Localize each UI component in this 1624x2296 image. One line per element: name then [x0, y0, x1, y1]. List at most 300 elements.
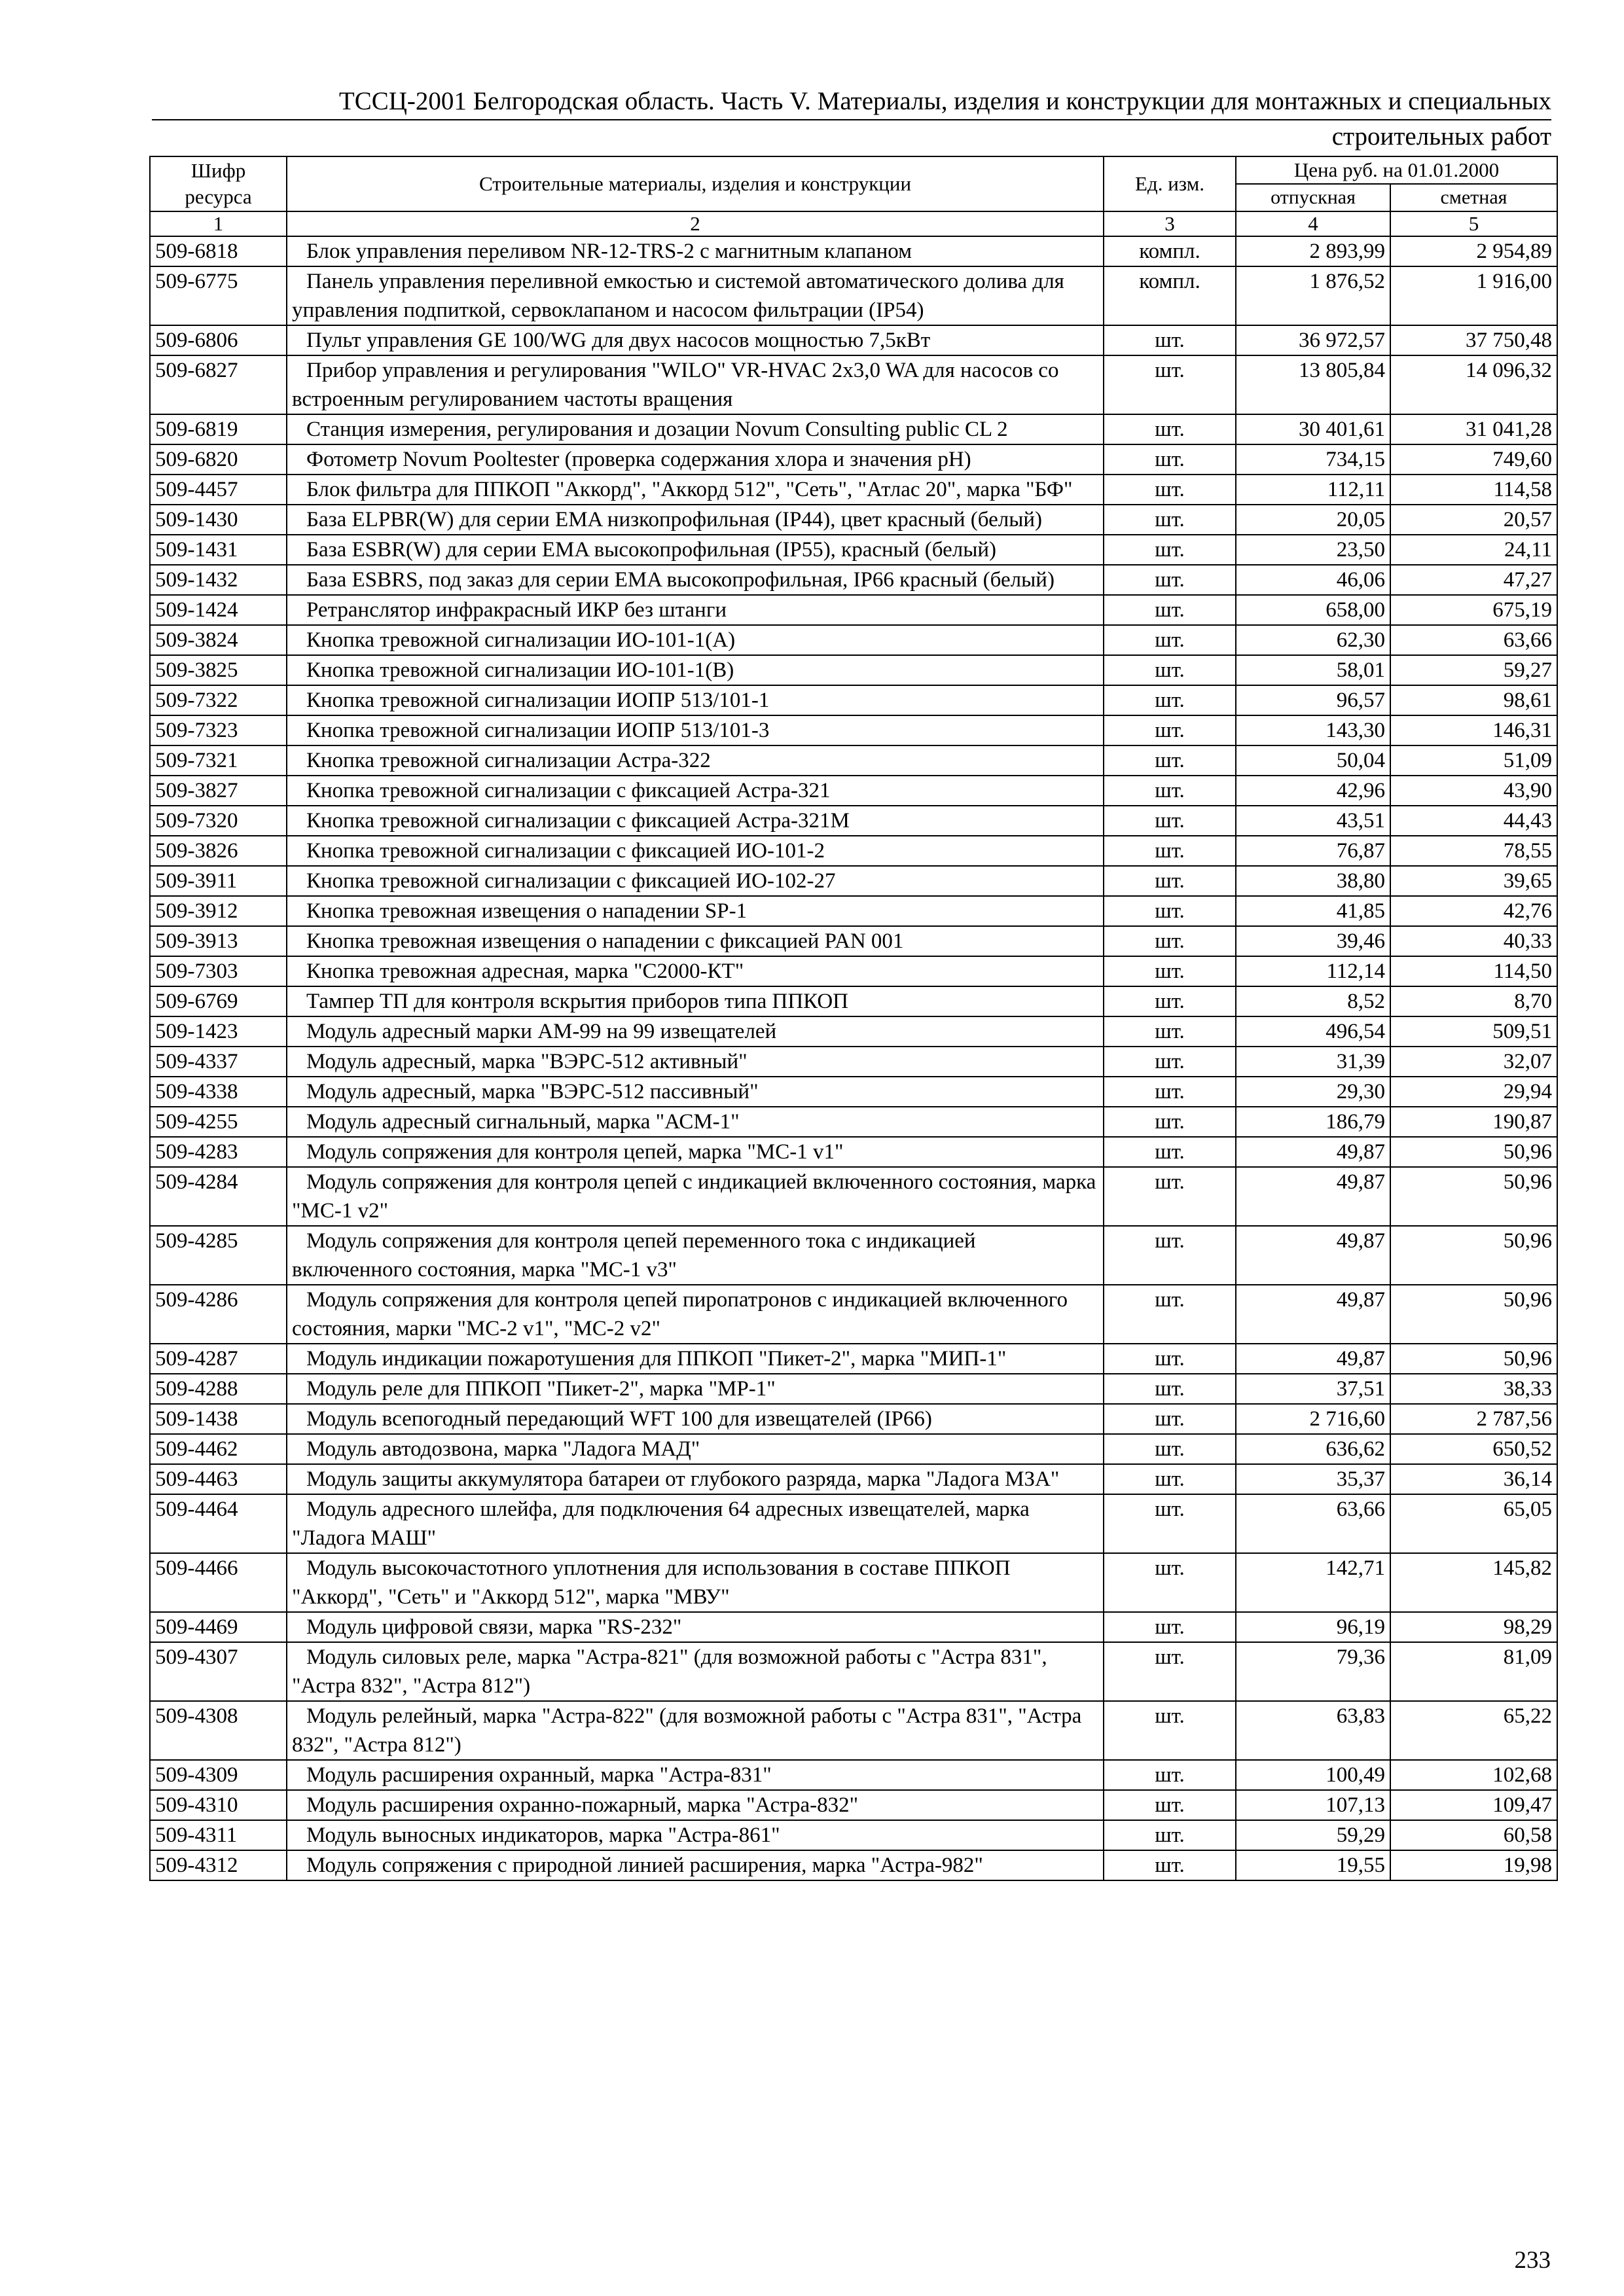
- table-row: [150, 896, 1557, 926]
- cell-unit: шт.: [1104, 1464, 1236, 1494]
- column-number: 4: [1236, 211, 1390, 236]
- cell-code: 509-1430: [150, 505, 287, 535]
- cell-unit: шт.: [1104, 1642, 1236, 1701]
- cell-unit: шт.: [1104, 956, 1236, 986]
- cell-name: [287, 956, 1104, 986]
- cell-code: 509-7303: [150, 956, 287, 986]
- cell-code: 509-4287: [150, 1344, 287, 1374]
- cell-name-text: Кнопка тревожной сигнализации с фиксацией ИО-101-2: [306, 839, 825, 863]
- cell-estimate-price: 63,66: [1390, 625, 1557, 655]
- cell-unit: шт.: [1104, 715, 1236, 745]
- cell-unit: шт.: [1104, 1285, 1236, 1344]
- column-number: 5: [1390, 211, 1557, 236]
- cell-name-text: Ретранслятор инфракрасный ИКР без штанги: [306, 598, 727, 622]
- cell-release-price: 49,87: [1236, 1344, 1390, 1374]
- cell-release-price: 41,85: [1236, 896, 1390, 926]
- cell-code: 509-3826: [150, 836, 287, 866]
- cell-release-price: 96,19: [1236, 1612, 1390, 1642]
- table-row: [150, 1167, 1557, 1226]
- cell-name: [287, 1404, 1104, 1434]
- cell-estimate-price: 8,70: [1390, 986, 1557, 1016]
- cell-code: 509-4307: [150, 1642, 287, 1701]
- cell-unit: шт.: [1104, 475, 1236, 505]
- cell-estimate-price: 39,65: [1390, 866, 1557, 896]
- table-row: [150, 1077, 1557, 1107]
- table-body: [150, 211, 1557, 1880]
- cell-unit: шт.: [1104, 1701, 1236, 1760]
- cell-estimate-price: 37 750,48: [1390, 325, 1557, 355]
- cell-code: 509-3827: [150, 776, 287, 806]
- cell-unit: шт.: [1104, 535, 1236, 565]
- cell-name-text: Кнопка тревожной сигнализации ИО-101-1(А): [306, 628, 736, 652]
- cell-estimate-price: 509,51: [1390, 1016, 1557, 1047]
- header-title-line1: ТССЦ-2001 Белгородская область. Часть V. Материалы, изделия и конструкции для монтажных и специальных: [338, 87, 1551, 115]
- cell-name-text: Модуль реле для ППКОП "Пикет-2", марка "МР-1": [306, 1377, 776, 1401]
- column-numbers-row: [150, 211, 1557, 236]
- cell-estimate-price: 31 041,28: [1390, 414, 1557, 444]
- cell-name-text: Модуль релейный, марка "Астра-822" (для возможной работы с "Астра 831", "Астра 832", "Астра 812"): [292, 1704, 1082, 1757]
- column-number: 1: [150, 211, 287, 236]
- cell-name: [287, 1374, 1104, 1404]
- cell-name: [287, 1167, 1104, 1226]
- cell-release-price: 79,36: [1236, 1642, 1390, 1701]
- cell-name: [287, 1850, 1104, 1880]
- cell-estimate-price: 24,11: [1390, 535, 1557, 565]
- cell-unit: шт.: [1104, 414, 1236, 444]
- cell-code: 509-6827: [150, 355, 287, 414]
- table-row: [150, 806, 1557, 836]
- cell-unit: шт.: [1104, 1494, 1236, 1553]
- cell-unit: шт.: [1104, 1850, 1236, 1880]
- cell-unit: шт.: [1104, 1167, 1236, 1226]
- cell-name: [287, 505, 1104, 535]
- cell-code: 509-3913: [150, 926, 287, 956]
- table-row: [150, 1464, 1557, 1494]
- cell-name-text: Модуль сопряжения для контроля цепей пиропатронов с индикацией включенного состояния, марки "МС-2 v1", "МС-2 v2": [292, 1288, 1068, 1340]
- cell-estimate-price: 14 096,32: [1390, 355, 1557, 414]
- cell-name: [287, 896, 1104, 926]
- table-row: [150, 1553, 1557, 1612]
- cell-name-text: Панель управления переливной емкостью и системой автоматического долива для управления подпиткой, сервоклапаном и насосом фильтрации (IP54): [292, 270, 1064, 322]
- cell-unit: шт.: [1104, 595, 1236, 625]
- cell-unit: шт.: [1104, 1374, 1236, 1404]
- cell-unit: шт.: [1104, 444, 1236, 475]
- cell-estimate-price: 50,96: [1390, 1226, 1557, 1285]
- cell-unit: шт.: [1104, 1016, 1236, 1047]
- cell-release-price: 8,52: [1236, 986, 1390, 1016]
- cell-unit: шт.: [1104, 625, 1236, 655]
- cell-release-price: 49,87: [1236, 1167, 1390, 1226]
- cell-unit: шт.: [1104, 325, 1236, 355]
- cell-name: [287, 444, 1104, 475]
- cell-code: 509-4308: [150, 1701, 287, 1760]
- header-title-line2: строительных работ: [1331, 122, 1551, 151]
- cell-code: 509-4310: [150, 1790, 287, 1820]
- cell-name-text: Кнопка тревожной сигнализации ИОПР 513/101-3: [306, 719, 770, 742]
- cell-name-text: Модуль сопряжения для контроля цепей с индикацией включенного состояния, марка "МС-1 v2": [292, 1170, 1096, 1223]
- cell-name-text: Модуль индикации пожаротушения для ППКОП "Пикет-2", марка "МИП-1": [306, 1347, 1007, 1371]
- cell-name: [287, 836, 1104, 866]
- cell-release-price: 50,04: [1236, 745, 1390, 776]
- table-row: [150, 1760, 1557, 1790]
- cell-estimate-price: 59,27: [1390, 655, 1557, 685]
- cell-code: 509-4283: [150, 1137, 287, 1167]
- table-row: [150, 1344, 1557, 1374]
- cell-name: [287, 1285, 1104, 1344]
- cell-name: [287, 986, 1104, 1016]
- cell-name-text: Модуль сопряжения с природной линией расширения, марка "Астра-982": [306, 1854, 983, 1877]
- table-row: [150, 1494, 1557, 1553]
- cell-release-price: 186,79: [1236, 1107, 1390, 1137]
- cell-unit: шт.: [1104, 1077, 1236, 1107]
- table-row: [150, 685, 1557, 715]
- cell-estimate-price: 44,43: [1390, 806, 1557, 836]
- cell-code: 509-4469: [150, 1612, 287, 1642]
- table-row: [150, 1612, 1557, 1642]
- cell-name-text: Прибор управления и регулирования "WILO" VR-HVAC 2x3,0 WA для насосов со встроенным регулированием частоты вращения: [292, 359, 1059, 411]
- cell-name-text: Кнопка тревожная извещения о нападении SP-1: [306, 899, 748, 923]
- cell-name-text: Модуль силовых реле, марка "Астра-821" (для возможной работы с "Астра 831", "Астра 832", "Астра 812"): [292, 1645, 1047, 1698]
- cell-name-text: Модуль адресный, марка "ВЭРС-512 пассивный": [306, 1080, 759, 1103]
- cell-release-price: 37,51: [1236, 1374, 1390, 1404]
- cell-estimate-price: 749,60: [1390, 444, 1557, 475]
- cell-name: [287, 685, 1104, 715]
- cell-unit: компл.: [1104, 236, 1236, 266]
- cell-release-price: 58,01: [1236, 655, 1390, 685]
- table-row: [150, 986, 1557, 1016]
- cell-name-text: Модуль расширения охранный, марка "Астра-831": [306, 1763, 772, 1787]
- cell-estimate-price: 50,96: [1390, 1137, 1557, 1167]
- cell-estimate-price: 98,29: [1390, 1612, 1557, 1642]
- cell-release-price: 100,49: [1236, 1760, 1390, 1790]
- table-row: [150, 1285, 1557, 1344]
- cell-code: 509-1432: [150, 565, 287, 595]
- cell-unit: шт.: [1104, 806, 1236, 836]
- cell-release-price: 43,51: [1236, 806, 1390, 836]
- cell-estimate-price: 38,33: [1390, 1374, 1557, 1404]
- cell-release-price: 76,87: [1236, 836, 1390, 866]
- cell-release-price: 142,71: [1236, 1553, 1390, 1612]
- table-row: [150, 355, 1557, 414]
- cell-release-price: 49,87: [1236, 1137, 1390, 1167]
- cell-estimate-price: 78,55: [1390, 836, 1557, 866]
- cell-name: [287, 776, 1104, 806]
- cell-code: 509-4309: [150, 1760, 287, 1790]
- table-row: [150, 414, 1557, 444]
- cell-unit: шт.: [1104, 776, 1236, 806]
- cell-unit: шт.: [1104, 355, 1236, 414]
- cell-name: [287, 535, 1104, 565]
- cell-name: [287, 1226, 1104, 1285]
- cell-release-price: 112,14: [1236, 956, 1390, 986]
- cell-code: 509-3911: [150, 866, 287, 896]
- cell-name: [287, 1642, 1104, 1701]
- cell-code: 509-7320: [150, 806, 287, 836]
- cell-code: 509-1438: [150, 1404, 287, 1434]
- cell-estimate-price: 146,31: [1390, 715, 1557, 745]
- cell-code: 509-6806: [150, 325, 287, 355]
- cell-release-price: 62,30: [1236, 625, 1390, 655]
- cell-name: [287, 475, 1104, 505]
- cell-code: 509-7322: [150, 685, 287, 715]
- cell-unit: шт.: [1104, 926, 1236, 956]
- cell-code: 509-4466: [150, 1553, 287, 1612]
- cell-name: [287, 1107, 1104, 1137]
- column-number: 2: [287, 211, 1104, 236]
- cell-estimate-price: 65,22: [1390, 1701, 1557, 1760]
- cell-name-text: Модуль сопряжения для контроля цепей, марка "МС-1 v1": [306, 1140, 844, 1164]
- cell-name-text: Фотометр Novum Pooltester (проверка содержания хлора и значения pH): [306, 448, 971, 471]
- cell-estimate-price: 40,33: [1390, 926, 1557, 956]
- cell-name-text: Модуль выносных индикаторов, марка "Астра-861": [306, 1823, 780, 1847]
- page-header: [152, 85, 1551, 153]
- cell-name: [287, 1464, 1104, 1494]
- cell-code: 509-4286: [150, 1285, 287, 1344]
- table-row: [150, 595, 1557, 625]
- cell-name-text: Модуль адресный, марка "ВЭРС-512 активный": [306, 1050, 748, 1073]
- cell-estimate-price: 36,14: [1390, 1464, 1557, 1494]
- cell-name-text: База ESBR(W) для серии EMA высокопрофильная (IP55), красный (белый): [306, 538, 997, 562]
- cell-name-text: Кнопка тревожной сигнализации с фиксацией ИО-102-27: [306, 869, 836, 893]
- cell-release-price: 46,06: [1236, 565, 1390, 595]
- cell-name: [287, 325, 1104, 355]
- table-row: [150, 776, 1557, 806]
- cell-unit: шт.: [1104, 986, 1236, 1016]
- col-header-release: отпускная: [1236, 184, 1390, 211]
- cell-name-text: Модуль всепогодный передающий WFT 100 для извещателей (IP66): [306, 1407, 932, 1431]
- cell-name-text: База ESBRS, под заказ для серии EMA высокопрофильная, IP66 красный (белый): [306, 568, 1055, 592]
- cell-name: [287, 1494, 1104, 1553]
- cell-release-price: 23,50: [1236, 535, 1390, 565]
- cell-code: 509-4255: [150, 1107, 287, 1137]
- table-row: [150, 956, 1557, 986]
- cell-name: [287, 1760, 1104, 1790]
- cell-unit: шт.: [1104, 836, 1236, 866]
- cell-name: [287, 866, 1104, 896]
- cell-release-price: 49,87: [1236, 1226, 1390, 1285]
- cell-code: 509-4462: [150, 1434, 287, 1464]
- cell-estimate-price: 102,68: [1390, 1760, 1557, 1790]
- cell-unit: шт.: [1104, 1047, 1236, 1077]
- cell-release-price: 107,13: [1236, 1790, 1390, 1820]
- cell-estimate-price: 20,57: [1390, 505, 1557, 535]
- cell-code: 509-7321: [150, 745, 287, 776]
- cell-estimate-price: 65,05: [1390, 1494, 1557, 1553]
- table-row: [150, 1016, 1557, 1047]
- cell-release-price: 496,54: [1236, 1016, 1390, 1047]
- cell-unit: шт.: [1104, 1226, 1236, 1285]
- cell-release-price: 38,80: [1236, 866, 1390, 896]
- cell-unit: шт.: [1104, 1760, 1236, 1790]
- cell-estimate-price: 650,52: [1390, 1434, 1557, 1464]
- table-row: [150, 1642, 1557, 1701]
- cell-name-text: Модуль автодозвона, марка "Ладога МАД": [306, 1437, 700, 1461]
- cell-code: 509-1423: [150, 1016, 287, 1047]
- table-row: [150, 625, 1557, 655]
- cell-name-text: Блок фильтра для ППКОП "Аккорд", "Аккорд 512", "Сеть", "Атлас 20", марка "БФ": [306, 478, 1073, 501]
- cell-code: 509-6820: [150, 444, 287, 475]
- cell-name: [287, 236, 1104, 266]
- table-row: [150, 1107, 1557, 1137]
- cell-code: 509-3824: [150, 625, 287, 655]
- cell-estimate-price: 1 916,00: [1390, 266, 1557, 325]
- table-row: [150, 926, 1557, 956]
- cell-estimate-price: 47,27: [1390, 565, 1557, 595]
- cell-estimate-price: 190,87: [1390, 1107, 1557, 1137]
- cell-name: [287, 414, 1104, 444]
- cell-name: [287, 1077, 1104, 1107]
- col-header-unit: Ед. изм.: [1104, 156, 1236, 211]
- cell-release-price: 143,30: [1236, 715, 1390, 745]
- col-header-price-group: Цена руб. на 01.01.2000: [1236, 156, 1557, 184]
- cell-code: 509-4337: [150, 1047, 287, 1077]
- table-row: [150, 1226, 1557, 1285]
- cell-estimate-price: 2 954,89: [1390, 236, 1557, 266]
- table-row: [150, 505, 1557, 535]
- cell-release-price: 734,15: [1236, 444, 1390, 475]
- cell-name-text: Модуль адресный сигнальный, марка "АСМ-1": [306, 1110, 740, 1134]
- column-number: 3: [1104, 211, 1236, 236]
- cell-unit: шт.: [1104, 1612, 1236, 1642]
- cell-name: [287, 266, 1104, 325]
- cell-name: [287, 1344, 1104, 1374]
- cell-name: [287, 806, 1104, 836]
- table-row: [150, 325, 1557, 355]
- cell-unit: шт.: [1104, 1434, 1236, 1464]
- cell-estimate-price: 29,94: [1390, 1077, 1557, 1107]
- cell-name-text: Модуль высокочастотного уплотнения для использования в составе ППКОП "Аккорд", "Сеть" и "Аккорд 512", марка "МВУ": [292, 1556, 1011, 1609]
- cell-release-price: 20,05: [1236, 505, 1390, 535]
- cell-release-price: 30 401,61: [1236, 414, 1390, 444]
- cell-code: 509-7323: [150, 715, 287, 745]
- cell-code: 509-4285: [150, 1226, 287, 1285]
- table-row: [150, 745, 1557, 776]
- cell-release-price: 31,39: [1236, 1047, 1390, 1077]
- cell-estimate-price: 50,96: [1390, 1344, 1557, 1374]
- cell-estimate-price: 81,09: [1390, 1642, 1557, 1701]
- cell-name: [287, 1553, 1104, 1612]
- cell-code: 509-3825: [150, 655, 287, 685]
- cell-unit: шт.: [1104, 1344, 1236, 1374]
- cell-name: [287, 1047, 1104, 1077]
- cell-release-price: 35,37: [1236, 1464, 1390, 1494]
- cell-unit: шт.: [1104, 1820, 1236, 1850]
- table-row: [150, 1820, 1557, 1850]
- cell-unit: шт.: [1104, 685, 1236, 715]
- cell-name-text: Блок управления переливом NR-12-TRS-2 с магнитным клапаном: [306, 240, 912, 263]
- cell-name: [287, 1790, 1104, 1820]
- cell-name-text: Кнопка тревожной сигнализации с фиксацией Астра-321: [306, 779, 831, 802]
- cell-release-price: 112,11: [1236, 475, 1390, 505]
- cell-code: 509-4284: [150, 1167, 287, 1226]
- cell-release-price: 2 716,60: [1236, 1404, 1390, 1434]
- cell-name-text: База ELPBR(W) для серии EMA низкопрофильная (IP44), цвет красный (белый): [306, 508, 1043, 531]
- cell-code: 509-6818: [150, 236, 287, 266]
- table-row: [150, 1047, 1557, 1077]
- table-row: [150, 1374, 1557, 1404]
- cell-unit: шт.: [1104, 565, 1236, 595]
- cell-release-price: 36 972,57: [1236, 325, 1390, 355]
- cell-name: [287, 1701, 1104, 1760]
- cell-code: 509-1431: [150, 535, 287, 565]
- cell-name: [287, 625, 1104, 655]
- cell-estimate-price: 51,09: [1390, 745, 1557, 776]
- cell-release-price: 63,66: [1236, 1494, 1390, 1553]
- cell-name: [287, 565, 1104, 595]
- cell-name-text: Модуль цифровой связи, марка "RS-232": [306, 1615, 682, 1639]
- cell-unit: шт.: [1104, 1790, 1236, 1820]
- table-row: [150, 565, 1557, 595]
- cell-unit: шт.: [1104, 1404, 1236, 1434]
- cell-code: 509-3912: [150, 896, 287, 926]
- cell-release-price: 29,30: [1236, 1077, 1390, 1107]
- table-row: [150, 475, 1557, 505]
- page-number: 233: [1514, 2247, 1551, 2274]
- cell-name: [287, 1137, 1104, 1167]
- col-header-name: Строительные материалы, изделия и конструкции: [287, 156, 1104, 211]
- cell-code: 509-4288: [150, 1374, 287, 1404]
- cell-unit: шт.: [1104, 1553, 1236, 1612]
- cell-estimate-price: 50,96: [1390, 1167, 1557, 1226]
- cell-name-text: Кнопка тревожная извещения о нападении с фиксацией PAN 001: [306, 929, 904, 953]
- cell-estimate-price: 145,82: [1390, 1553, 1557, 1612]
- col-header-code: Шифр ресурса: [150, 156, 287, 211]
- cell-name: [287, 1612, 1104, 1642]
- cell-code: 509-6819: [150, 414, 287, 444]
- cell-name: [287, 715, 1104, 745]
- cell-release-price: 13 805,84: [1236, 355, 1390, 414]
- cell-unit: компл.: [1104, 266, 1236, 325]
- table-row: [150, 1404, 1557, 1434]
- cell-code: 509-4464: [150, 1494, 287, 1553]
- cell-code: 509-6769: [150, 986, 287, 1016]
- cell-release-price: 658,00: [1236, 595, 1390, 625]
- price-table: [149, 156, 1558, 1881]
- cell-code: 509-1424: [150, 595, 287, 625]
- table-row: [150, 444, 1557, 475]
- cell-release-price: 59,29: [1236, 1820, 1390, 1850]
- cell-estimate-price: 114,58: [1390, 475, 1557, 505]
- cell-release-price: 19,55: [1236, 1850, 1390, 1880]
- cell-release-price: 49,87: [1236, 1285, 1390, 1344]
- cell-release-price: 63,83: [1236, 1701, 1390, 1760]
- cell-name: [287, 1434, 1104, 1464]
- cell-estimate-price: 32,07: [1390, 1047, 1557, 1077]
- cell-unit: шт.: [1104, 505, 1236, 535]
- cell-estimate-price: 114,50: [1390, 956, 1557, 986]
- cell-name-text: Модуль адресного шлейфа, для подключения 64 адресных извещателей, марка "Ладога МАШ": [292, 1498, 1030, 1550]
- cell-release-price: 1 876,52: [1236, 266, 1390, 325]
- cell-unit: шт.: [1104, 1137, 1236, 1167]
- cell-unit: шт.: [1104, 866, 1236, 896]
- table-row: [150, 866, 1557, 896]
- table-row: [150, 266, 1557, 325]
- cell-name: [287, 1820, 1104, 1850]
- cell-release-price: 96,57: [1236, 685, 1390, 715]
- cell-estimate-price: 43,90: [1390, 776, 1557, 806]
- cell-name-text: Модуль расширения охранно-пожарный, марка "Астра-832": [306, 1793, 859, 1817]
- cell-name-text: Кнопка тревожной сигнализации с фиксацией Астра-321М: [306, 809, 850, 833]
- cell-estimate-price: 98,61: [1390, 685, 1557, 715]
- cell-estimate-price: 60,58: [1390, 1820, 1557, 1850]
- cell-name-text: Кнопка тревожной сигнализации ИОПР 513/101-1: [306, 689, 770, 712]
- cell-release-price: 2 893,99: [1236, 236, 1390, 266]
- table-row: [150, 1434, 1557, 1464]
- cell-name: [287, 745, 1104, 776]
- cell-unit: шт.: [1104, 896, 1236, 926]
- cell-name-text: Пульт управления GE 100/WG для двух насосов мощностью 7,5кВт: [306, 329, 931, 352]
- cell-name-text: Модуль защиты аккумулятора батареи от глубокого разряда, марка "Ладога МЗА": [306, 1467, 1060, 1491]
